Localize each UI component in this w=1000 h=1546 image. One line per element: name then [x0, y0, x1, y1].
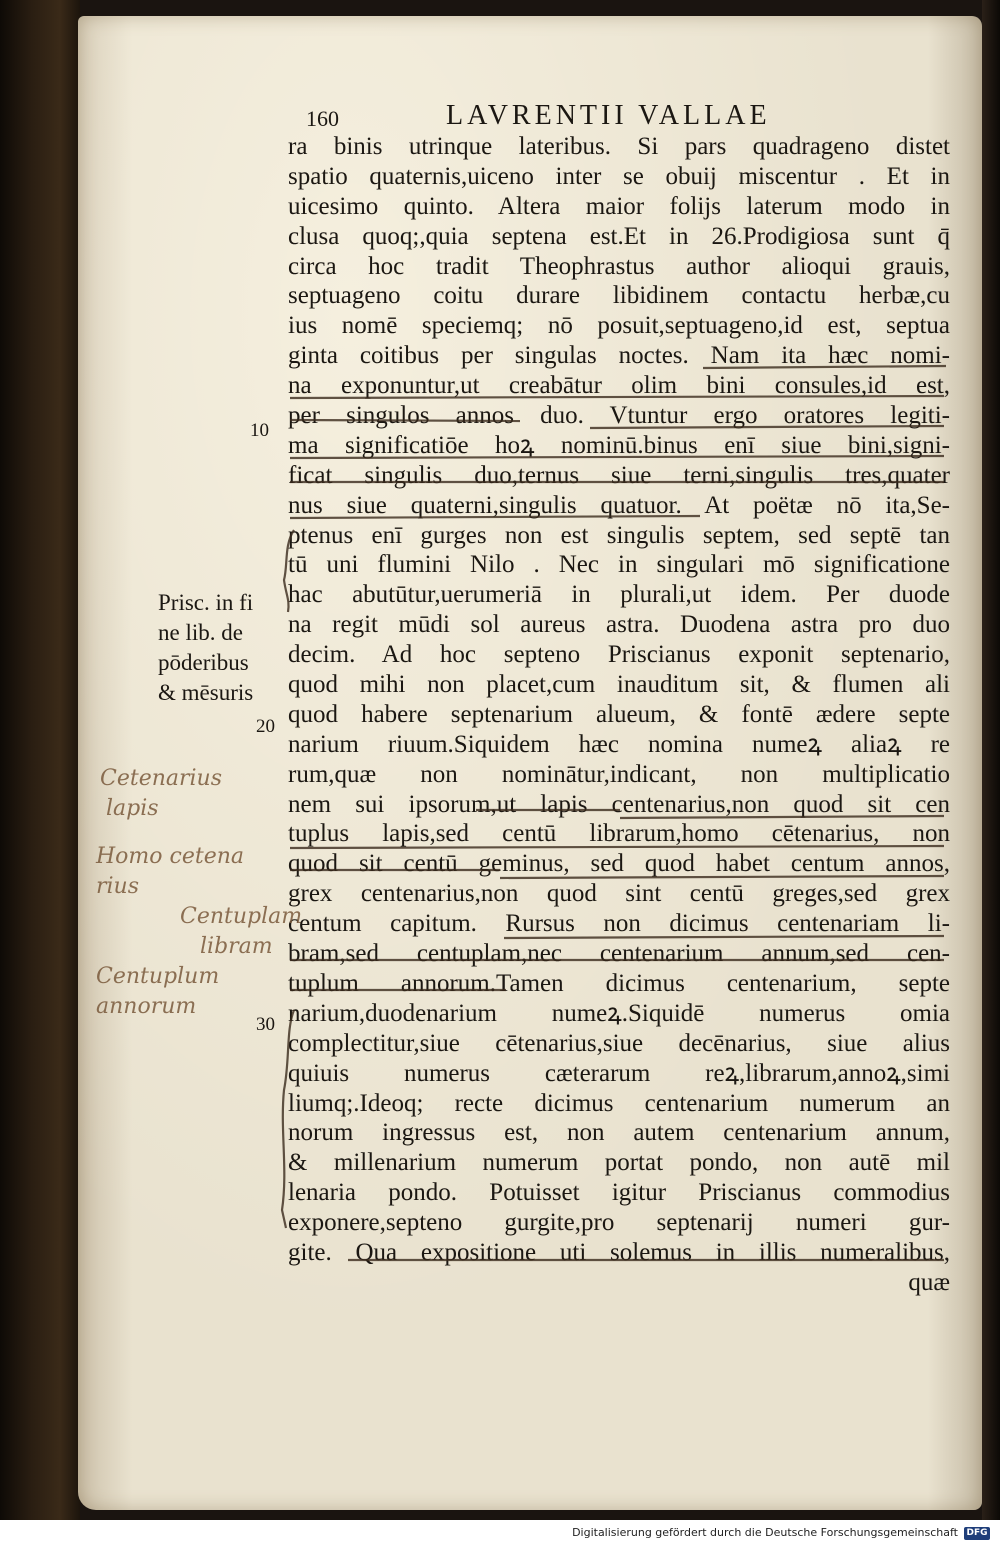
text-line: ius nomē speciemq; nō posuit,septuageno,id est, septua: [288, 312, 950, 340]
text-line: tuplum annorum.Tamen dicimus centenarium, septe: [288, 969, 950, 997]
margin-note-line: pōderibus: [158, 650, 249, 675]
text-line: narium riuum.Siquidem hæc nomina numeꝝ aliaꝝ re: [288, 730, 950, 758]
page-number: 160: [306, 106, 339, 131]
text-line: quod mihi non placet,cum inauditum sit, & flumen ali: [288, 671, 950, 699]
underline-mark: [620, 816, 944, 818]
margin-note-line: ne lib. de: [158, 620, 243, 645]
handwritten-note: annorum: [96, 994, 197, 1019]
text-line: & millenarium numerum portat pondo, non autē mil: [288, 1149, 950, 1177]
handwritten-note: Homo cetena: [96, 844, 245, 869]
text-line: quiuis numerus cæterarum reꝝ,librarum,annoꝝ,simi: [288, 1059, 950, 1087]
text-line: nus siue quaterni,singulis quatuor. At poëtæ nō ita,Se-: [288, 491, 950, 519]
handwritten-note: Cetenarius: [100, 766, 223, 791]
margin-note-line: Prisc. in fi: [158, 590, 254, 615]
handwritten-note: libram: [200, 934, 273, 959]
text-line: septuageno coitu durare libidinem contactu herbæ,cu: [288, 282, 950, 310]
underline-mark: [290, 516, 700, 518]
text-line: tū uni flumini Nilo . Nec in singulari mō significatione: [288, 551, 950, 579]
margin-note-line: & mēsuris: [158, 680, 254, 705]
footer-credit: Digitalisierung gefördert durch die Deutsche Forschungsgemeinschaft: [572, 1526, 958, 1539]
text-line: liumq;.Ideoq; recte dicimus centenarium numerum an: [288, 1089, 950, 1117]
bracket-mark: [284, 530, 294, 612]
text-line: ma significatiōe hoꝝ nominū.binus enī siue bini,signi-: [288, 431, 950, 459]
text-line: decim. Ad hoc septeno Priscianus exponit septenario,: [288, 641, 950, 669]
text-line: grex centenarius,non quod sint centū greges,sed grex: [288, 880, 950, 908]
line-number-20: 20: [256, 716, 275, 737]
text-line: norum ingressus est, non autem centenarium annum,: [288, 1119, 950, 1147]
underline-mark: [500, 876, 944, 878]
text-line: quod habere septenarium alueum, & fontē ædere septe: [288, 700, 950, 728]
text-line: uicesimo quinto. Altera maior folijs laterum modo in: [288, 192, 950, 220]
text-line: rum,quæ non nominātur,indicant, non multiplicatio: [288, 760, 950, 788]
catchword: quæ: [908, 1268, 950, 1296]
handwritten-note: Centuplam: [180, 904, 303, 929]
dfg-logo-icon: DFG: [964, 1527, 990, 1540]
text-line: na exponuntur,ut creabātur olim bini consules,id est,: [288, 372, 950, 400]
text-line: spatio quaternis,uiceno inter se obuij miscentur . Et in: [288, 162, 950, 190]
text-line: lenaria pondo. Potuisset igitur Priscianus commodius: [288, 1179, 950, 1207]
underline-mark: [504, 936, 944, 938]
line-number-10: 10: [250, 420, 269, 441]
underline-mark: [590, 426, 944, 428]
text-line: na regit mūdi sol aureus astra. Duodena astra pro duo: [288, 611, 950, 639]
text-line: quod sit centū geminus, sed quod habet centum annos,: [288, 850, 950, 878]
underline-mark: [290, 456, 944, 458]
text-line: nem sui ipsorum,ut lapis centenarius,non quod sit cen: [288, 790, 950, 818]
text-line: exponere,septeno gurgite,pro septenarij numeri gur-: [288, 1209, 950, 1237]
strike-mark: [290, 420, 520, 421]
underline-mark: [290, 846, 944, 848]
text-line: hac abutūtur,uerumeriā in plurali,ut idem. Per duode: [288, 581, 950, 609]
bracket-mark: [282, 1010, 294, 1228]
text-line: ginta coitibus per singulas noctes. Nam ita hæc nomi-: [288, 342, 950, 370]
running-title: LAVRENTII VALLAE: [446, 100, 771, 131]
text-line: tuplus lapis,sed centū librarum,homo cētenarius, non: [288, 820, 950, 848]
text-line: ficat singulis duo,ternus siue terni,singulis tres,quater: [288, 461, 950, 489]
underline-mark: [703, 366, 946, 368]
text-line: clusa quoq;,quia septena est.Et in 26.Prodigiosa sunt q̄: [288, 222, 950, 250]
underline-mark: [290, 396, 944, 398]
line-number-30: 30: [256, 1014, 275, 1035]
text-line: gite. Qua expositione uti solemus in illis numeralibus,: [288, 1238, 950, 1266]
text-line: circa hoc tradit Theophrastus author alioqui grauis,: [288, 252, 950, 280]
handwritten-note: lapis: [106, 796, 159, 821]
handwritten-note: rius: [96, 874, 140, 899]
text-line: per singulos annos duo. Vtuntur ergo oratores legiti-: [288, 402, 950, 430]
text-line: narium,duodenarium numeꝝ.Siquidē numerus omia: [288, 999, 950, 1027]
text-line: bram,sed centuplam,nec centenarium annum,sed cen-: [288, 940, 950, 968]
text-line: ptenus enī gurges non est singulis septem, sed septē tan: [288, 521, 950, 549]
text-line: complectitur,siue cētenarius,siue decēnarius, siue alius: [288, 1029, 950, 1057]
handwritten-note: Centuplum: [96, 964, 220, 989]
text-line: ra binis utrinque lateribus. Si pars quadrageno distet: [288, 133, 950, 160]
text-line: centum capitum. Rursus non dicimus centenariam li-: [288, 910, 950, 938]
